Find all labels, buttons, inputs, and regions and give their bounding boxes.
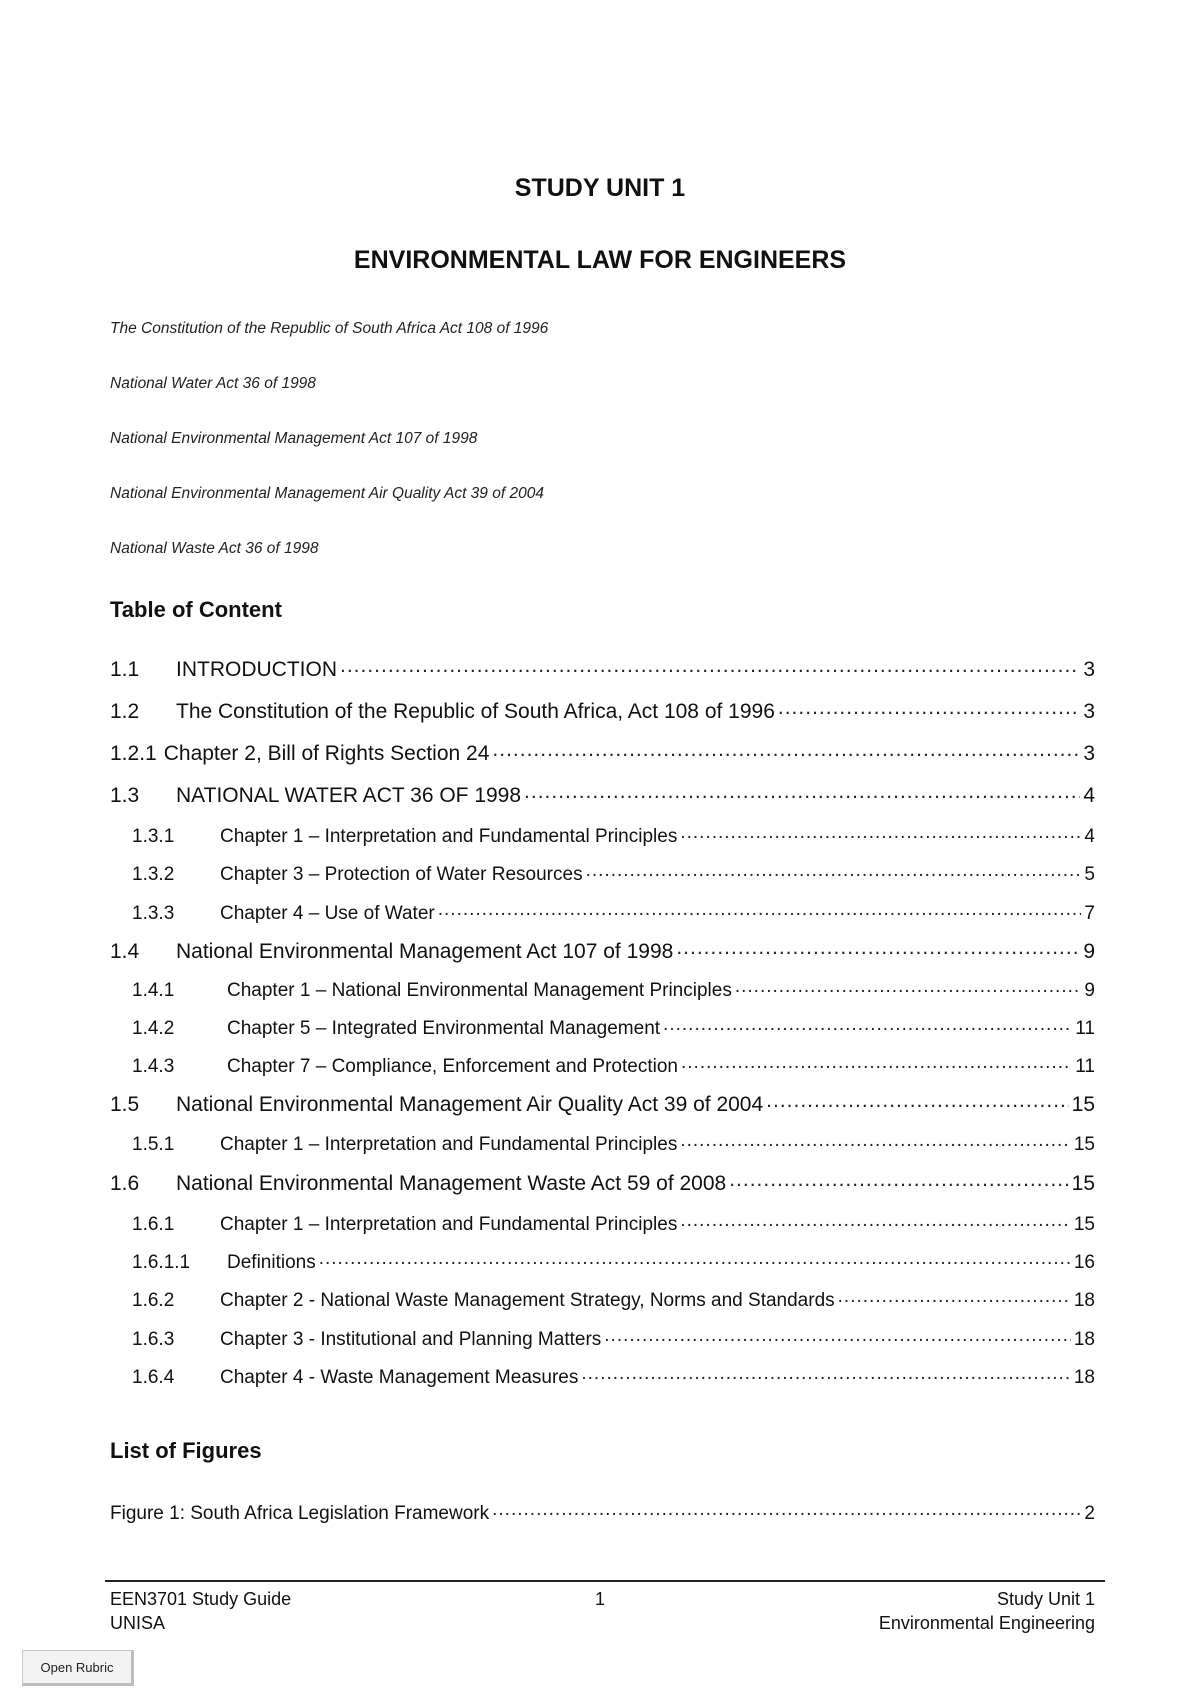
toc-page: 18 <box>1073 1290 1095 1311</box>
toc-page: 15 <box>1073 1214 1095 1235</box>
toc-label: National Environmental Management Waste Act 59 of 2008 <box>176 1172 727 1195</box>
toc-number: 1.6.4 <box>132 1367 175 1388</box>
toc-heading: Table of Content <box>110 597 282 622</box>
dot-leader <box>340 655 1080 676</box>
toc-page: 5 <box>1084 864 1095 885</box>
toc-number: 1.5 <box>110 1093 140 1116</box>
toc-number: 1.6.1.1 <box>132 1252 191 1273</box>
toc-label: Definitions <box>227 1252 316 1273</box>
dot-leader <box>604 1326 1071 1345</box>
toc-entry[interactable] <box>110 1287 1095 1312</box>
dot-leader <box>778 697 1080 718</box>
act-reference: National Waste Act 36 of 1998 <box>110 540 319 557</box>
dot-leader <box>680 823 1081 842</box>
toc-page: 18 <box>1073 1367 1095 1388</box>
toc-entry[interactable] <box>110 823 1095 848</box>
toc-number: 1.4 <box>110 940 140 963</box>
dot-leader <box>492 739 1080 760</box>
toc-label: Chapter 7 – Compliance, Enforcement and Protection <box>227 1056 678 1077</box>
dot-leader <box>766 1090 1068 1111</box>
toc-number: 1.3.1 <box>132 826 175 847</box>
toc-page: 15 <box>1071 1093 1095 1116</box>
figure-page: 2 <box>1084 1503 1095 1524</box>
toc-label: National Environmental Management Air Quality Act 39 of 2004 <box>176 1093 764 1116</box>
toc-number: 1.4.3 <box>132 1056 175 1077</box>
toc-page: 3 <box>1083 742 1095 765</box>
act-reference: National Environmental Management Air Quality Act 39 of 2004 <box>110 485 544 502</box>
dot-leader <box>735 977 1082 996</box>
toc-number: 1.3 <box>110 784 140 807</box>
toc-label: Chapter 1 – National Environmental Management Principles <box>227 980 732 1001</box>
toc-page: 11 <box>1075 1056 1095 1077</box>
toc-number: 1.6.1 <box>132 1214 175 1235</box>
toc-page: 9 <box>1083 940 1095 963</box>
toc-number: 1.2 <box>110 700 140 723</box>
list-of-figures <box>110 1500 1095 1540</box>
toc-number: 1.6 <box>110 1172 140 1195</box>
footer-unit: Study Unit 1 <box>996 1589 1095 1609</box>
toc-label: Chapter 4 – Use of Water <box>220 903 435 924</box>
figure-label: Figure 1: South Africa Legislation Framework <box>110 1503 490 1524</box>
toc-entry[interactable] <box>110 937 1095 964</box>
page-number: 1 <box>594 1589 605 1609</box>
toc-page: 15 <box>1073 1134 1095 1155</box>
toc-entry[interactable] <box>110 1211 1095 1236</box>
toc-entry[interactable] <box>110 1053 1095 1078</box>
dot-leader <box>838 1287 1071 1306</box>
toc-entry[interactable] <box>110 900 1095 925</box>
toc-number: 1.6.3 <box>132 1329 175 1350</box>
footer-divider <box>105 1580 1105 1582</box>
toc-label: The Constitution of the Republic of South Africa, Act 108 of 1996 <box>176 700 775 723</box>
dot-leader <box>581 1364 1071 1383</box>
toc-page: 3 <box>1083 700 1095 723</box>
toc-number: 1.3.2 <box>132 864 175 885</box>
figures-heading: List of Figures <box>110 1438 262 1463</box>
toc-number: 1.4.1 <box>132 980 175 1001</box>
footer-institution: UNISA <box>110 1613 166 1633</box>
toc-label: Chapter 1 – Interpretation and Fundamental Principles <box>220 1214 678 1235</box>
toc-label: INTRODUCTION <box>176 658 337 681</box>
toc-entry[interactable] <box>110 781 1095 808</box>
act-reference: National Water Act 36 of 1998 <box>110 375 316 392</box>
toc-label: Chapter 3 – Protection of Water Resources <box>220 864 583 885</box>
dot-leader <box>676 937 1080 958</box>
toc-entry[interactable] <box>110 697 1095 724</box>
table-of-contents <box>110 655 1095 1415</box>
dot-leader <box>438 900 1082 919</box>
act-reference: The Constitution of the Republic of South Africa Act 108 of 1996 <box>110 320 549 337</box>
toc-entry[interactable] <box>110 861 1095 886</box>
toc-entry[interactable] <box>110 1090 1095 1117</box>
toc-entry[interactable] <box>110 1015 1095 1040</box>
dot-leader <box>586 861 1082 880</box>
toc-entry[interactable] <box>110 739 1095 766</box>
toc-label: Chapter 2 - National Waste Management Strategy, Norms and Standards <box>220 1290 835 1311</box>
dot-leader <box>729 1169 1068 1190</box>
figure-entry[interactable] <box>110 1500 1095 1525</box>
open-rubric-button[interactable]: Open Rubric <box>22 1650 134 1686</box>
study-unit-title: STUDY UNIT 1 <box>514 174 686 202</box>
dot-leader <box>680 1211 1071 1230</box>
toc-label: NATIONAL WATER ACT 36 OF 1998 <box>176 784 522 807</box>
footer-course: EEN3701 Study Guide <box>110 1589 292 1609</box>
footer-department: Environmental Engineering <box>878 1613 1095 1633</box>
toc-number: 1.6.2 <box>132 1290 175 1311</box>
toc-page: 11 <box>1075 1018 1095 1039</box>
toc-entry[interactable] <box>110 655 1095 682</box>
dot-leader <box>524 781 1080 802</box>
toc-label: Chapter 2, Bill of Rights Section 24 <box>163 742 490 765</box>
toc-page: 15 <box>1071 1172 1095 1195</box>
toc-entry[interactable] <box>110 1326 1095 1351</box>
toc-entry[interactable] <box>110 1169 1095 1196</box>
toc-page: 18 <box>1073 1329 1095 1350</box>
toc-entry[interactable] <box>110 1249 1095 1274</box>
toc-number: 1.4.2 <box>132 1018 175 1039</box>
toc-label: National Environmental Management Act 107 of 1998 <box>176 940 674 963</box>
toc-label: Chapter 4 - Waste Management Measures <box>220 1367 579 1388</box>
toc-page: 7 <box>1084 903 1095 924</box>
toc-page: 4 <box>1084 826 1095 847</box>
dot-leader <box>492 1500 1081 1519</box>
dot-leader <box>680 1131 1071 1150</box>
toc-page: 4 <box>1083 784 1095 807</box>
toc-entry[interactable] <box>110 1364 1095 1389</box>
toc-number: 1.3.3 <box>132 903 175 924</box>
act-reference: National Environmental Management Act 107 of 1998 <box>110 430 478 447</box>
toc-number: 1.1 <box>110 658 140 681</box>
dot-leader <box>663 1015 1072 1034</box>
toc-label: Chapter 3 - Institutional and Planning Matters <box>220 1329 602 1350</box>
toc-entry[interactable] <box>110 1131 1095 1156</box>
toc-label: Chapter 5 – Integrated Environmental Management <box>227 1018 661 1039</box>
toc-page: 3 <box>1083 658 1095 681</box>
toc-number: 1.2.1 <box>110 742 157 765</box>
toc-page: 9 <box>1084 980 1095 1001</box>
dot-leader <box>319 1249 1071 1268</box>
toc-label: Chapter 1 – Interpretation and Fundamental Principles <box>220 1134 678 1155</box>
dot-leader <box>681 1053 1072 1072</box>
toc-number: 1.5.1 <box>132 1134 175 1155</box>
toc-page: 16 <box>1073 1252 1095 1273</box>
toc-entry[interactable] <box>110 977 1095 1002</box>
toc-label: Chapter 1 – Interpretation and Fundamental Principles <box>220 826 678 847</box>
document-title: ENVIRONMENTAL LAW FOR ENGINEERS <box>353 246 847 274</box>
